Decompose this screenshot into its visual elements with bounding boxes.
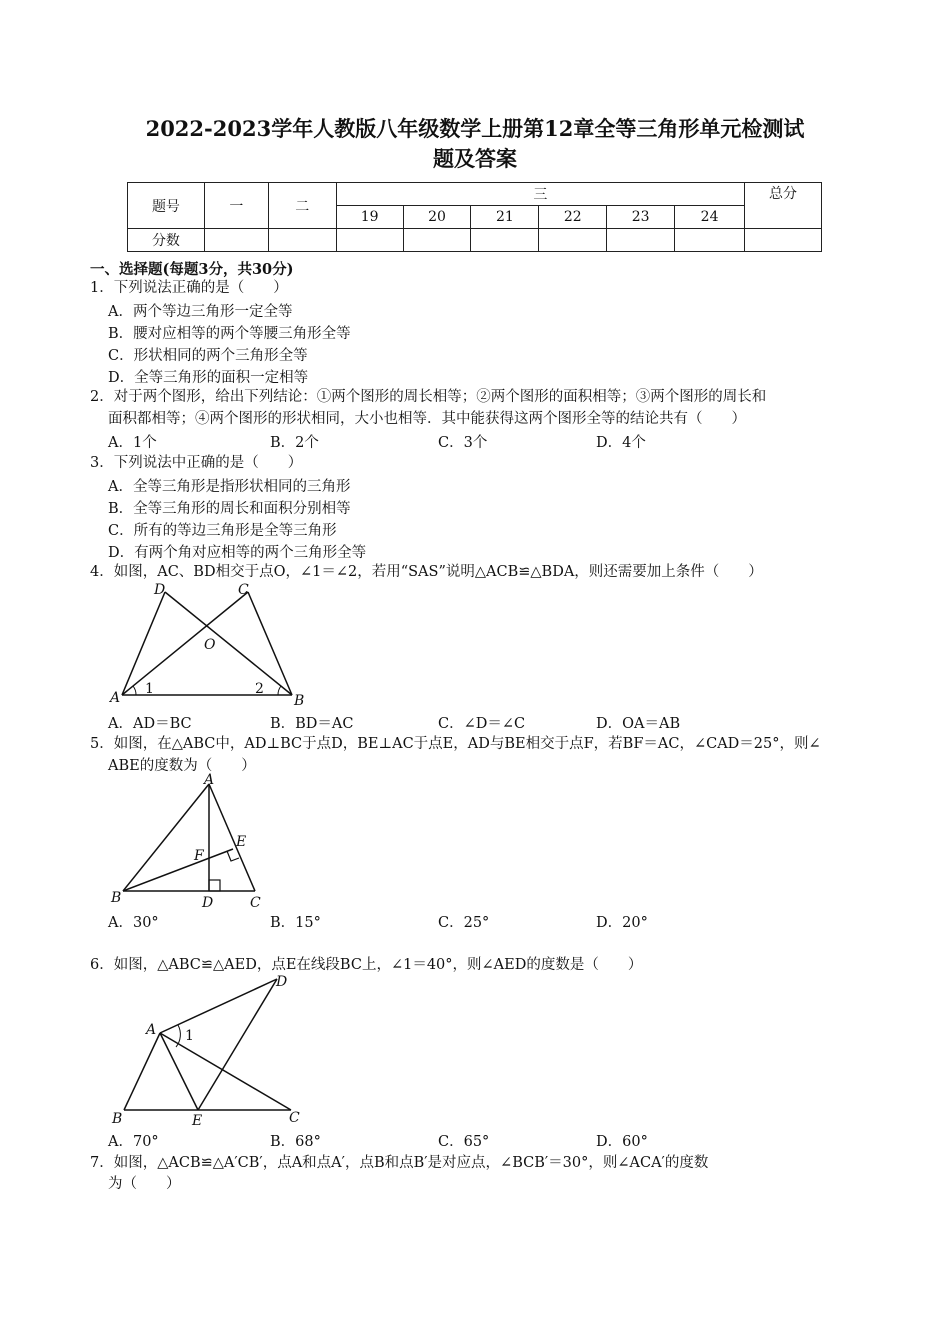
q4-label-c: C <box>238 582 249 598</box>
item-20: 20 <box>403 206 471 229</box>
q5-label-c: C <box>250 895 261 911</box>
q5-stem-line2: ABE的度数为（ ） <box>108 758 256 774</box>
q4-label-d: D <box>154 582 166 598</box>
q1-option-c: C．形状相同的两个三角形全等 <box>108 348 308 364</box>
section-heading: 一、选择题(每题3分，共30分) <box>90 261 294 278</box>
q2-option-b: B．2个 <box>270 435 319 451</box>
q3-option-d: D．有两个角对应相等的两个三角形全等 <box>108 545 367 561</box>
q6-label-a: A <box>146 1022 157 1038</box>
q5-label-a: A <box>204 772 215 788</box>
total-header: 总分 <box>745 183 822 229</box>
row-header-label: 题号 <box>128 183 205 229</box>
q5-label-d: D <box>202 895 214 911</box>
q4-option-b: B．BD＝AC <box>270 716 354 732</box>
q3-stem: 3．下列说法中正确的是（ ） <box>90 455 303 471</box>
item-19: 19 <box>336 206 403 229</box>
score-cell <box>675 229 745 252</box>
q3-option-a: A．全等三角形是指形状相同的三角形 <box>108 479 351 495</box>
q4-label-angle1: 1 <box>145 681 154 697</box>
q4-figure <box>108 580 308 710</box>
q4-option-a: A．AD＝BC <box>108 716 192 732</box>
q6-label-e: E <box>192 1113 203 1129</box>
q6-label-d: D <box>276 974 288 990</box>
q3-option-c: C．所有的等边三角形是全等三角形 <box>108 523 337 539</box>
q6-figure <box>108 970 338 1130</box>
item-22: 22 <box>539 206 607 229</box>
q5-option-d: D．20° <box>596 915 648 931</box>
q5-stem-line1: 5．如图，在△ABC中，AD⊥BC于点D，BE⊥AC于点E，AD与BE相交于点F，若BF＝AC，∠CAD＝25°，则∠ <box>90 736 821 752</box>
q6-label-angle1: 1 <box>185 1028 194 1044</box>
q4-label-b: B <box>294 693 305 709</box>
score-cell <box>204 229 268 252</box>
q4-option-d: D．OA＝AB <box>596 716 681 732</box>
document-title <box>80 114 870 174</box>
q6-stem: 6．如图，△ABC≌△AED，点E在线段BC上，∠1＝40°，则∠AED的度数是（ ） <box>90 957 643 973</box>
q1-stem: 1．下列说法正确的是（ ） <box>90 280 288 296</box>
score-cell <box>268 229 336 252</box>
q6-option-a: A．70° <box>108 1134 159 1150</box>
q2-stem-line1: 2．对于两个图形，给出下列结论：①两个图形的周长相等；②两个图形的面积相等；③两个图形的周长和 <box>90 389 767 405</box>
q5-option-c: C．25° <box>438 915 490 931</box>
q4-label-angle2: 2 <box>255 681 264 697</box>
score-row-label: 分数 <box>128 229 205 252</box>
q2-option-c: C．3个 <box>438 435 488 451</box>
q6-label-b: B <box>112 1111 123 1127</box>
part1-header: 一 <box>204 183 268 229</box>
score-cell <box>403 229 471 252</box>
q3-option-b: B．全等三角形的周长和面积分别相等 <box>108 501 351 517</box>
q1-option-a: A．两个等边三角形一定全等 <box>108 304 293 320</box>
part2-header: 二 <box>268 183 336 229</box>
q1-option-d: D．全等三角形的面积一定相等 <box>108 370 309 386</box>
q5-label-e: E <box>236 834 247 850</box>
q2-stem-line2: 面积都相等；④两个图形的形状相同，大小也相等．其中能获得这两个图形全等的结论共有（ ） <box>108 411 746 427</box>
q5-option-b: B．15° <box>270 915 321 931</box>
q5-figure <box>108 772 278 912</box>
q1-option-b: B．腰对应相等的两个等腰三角形全等 <box>108 326 351 342</box>
item-23: 23 <box>607 206 675 229</box>
q6-option-d: D．60° <box>596 1134 648 1150</box>
q7-stem-line2: 为（ ） <box>108 1176 181 1192</box>
q2-option-a: A．1个 <box>108 435 157 451</box>
q5-label-b: B <box>111 890 122 906</box>
q5-label-f: F <box>194 848 204 864</box>
q7-stem-line1: 7．如图，△ACB≌△A′CB′，点A和点A′，点B和点B′是对应点，∠BCB′＝30°，则∠ACA′的度数 <box>90 1155 709 1171</box>
score-cell <box>539 229 607 252</box>
score-cell <box>471 229 539 252</box>
score-cell <box>336 229 403 252</box>
item-24: 24 <box>675 206 745 229</box>
q6-label-c: C <box>289 1110 300 1126</box>
title-line-1: 2022-2023学年人教版八年级数学上册第12章全等三角形单元检测试 <box>145 116 805 141</box>
title-line-2: 题及答案 <box>433 146 517 171</box>
q5-option-a: A．30° <box>108 915 159 931</box>
score-table <box>127 182 822 252</box>
q4-label-a: A <box>110 690 121 706</box>
q2-option-d: D．4个 <box>596 435 646 451</box>
q4-option-c: C．∠D＝∠C <box>438 716 526 732</box>
score-cell <box>607 229 675 252</box>
q4-stem: 4．如图，AC、BD相交于点O，∠1＝∠2，若用“SAS”说明△ACB≌△BDA，则还需要加上条件（ ） <box>90 564 763 580</box>
q4-label-o: O <box>204 637 216 653</box>
q6-option-b: B．68° <box>270 1134 321 1150</box>
q6-option-c: C．65° <box>438 1134 490 1150</box>
part3-header: 三 <box>336 183 744 206</box>
item-21: 21 <box>471 206 539 229</box>
score-cell <box>745 229 822 252</box>
